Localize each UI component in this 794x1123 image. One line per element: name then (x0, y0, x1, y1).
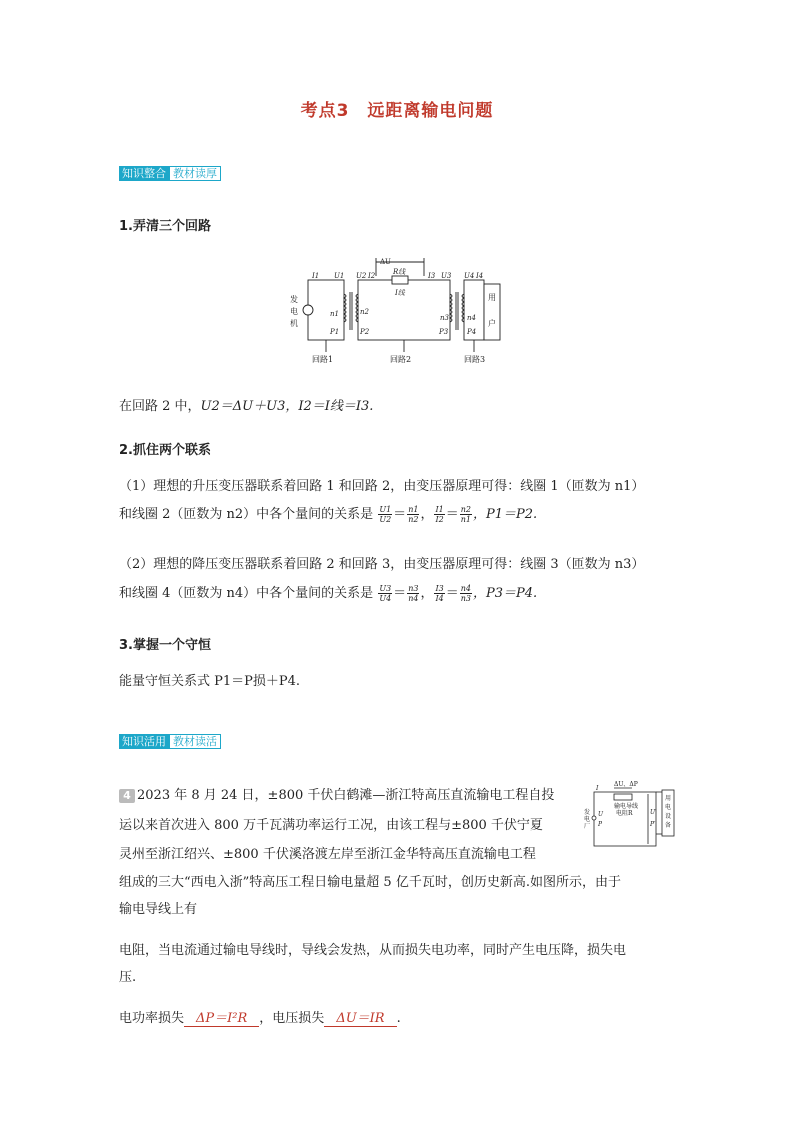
line-current-label: I线 (395, 289, 405, 297)
diag-device-label: 设 (665, 813, 672, 820)
step-down-paragraph-line2: 和线圈 4（匝数为 n4）中各个量间的关系是 $\frac{U3}{U4}$ ＝ $\frac{n3}{n4}$ ， $\frac{I3}{I4}$ ＝ $\frac{n4}{n3}$ ，P3＝P4. (119, 584, 538, 603)
heading-three-loops: 1.弄清三个回路 (119, 219, 211, 234)
label-p1: P1 (330, 328, 340, 336)
text: ，P1＝P2. (472, 507, 538, 522)
question-line2: 运以来首次进入 800 万千瓦满功率运行工况，由该工程与±800 千伏宁夏 (119, 818, 543, 833)
eq-prefix: 在回路 2 中， (119, 399, 201, 414)
fraction-den: I2 (435, 515, 444, 524)
question-line6: 电阻，当电流通过输电导线时，导线会发热，从而损失电功率，同时产生电压降，损失电 (119, 943, 627, 958)
fraction-den: n3 (460, 594, 471, 603)
fraction-den: U4 (379, 594, 392, 603)
diag-gen-label: 发 (584, 809, 591, 816)
label-n3: n3 (440, 314, 449, 322)
label-p2: P2 (360, 328, 370, 336)
diag-device-label: 用 (665, 795, 672, 802)
fraction (378, 505, 392, 524)
section-tag-application (119, 734, 221, 749)
answer-line (119, 1009, 401, 1029)
fraction-den: U2 (379, 515, 392, 524)
fraction (434, 584, 444, 603)
user-label: 用 (488, 293, 496, 302)
question-line4: 组成的三大“西电入浙”特高压工程日输电量超 5 亿千瓦时，创历史新高.如图所示，由于 (119, 875, 621, 890)
fraction-num: I3 (435, 584, 444, 593)
label-n4: n4 (467, 314, 476, 322)
label-i2: I2 (368, 272, 376, 280)
heading-conservation: 3.掌握一个守恒 (119, 638, 211, 653)
resistor-label: R线 (393, 268, 406, 276)
generator-label: 发 (290, 295, 298, 304)
question-number: 4 (119, 789, 135, 803)
loop1-label: 回路1 (312, 355, 334, 364)
step-up-paragraph-line2: 和线圈 2（匝数为 n2）中各个量间的关系是 $\frac{U1}{U2}$ ＝ $\frac{n1}{n2}$ ， $\frac{I1}{I2}$ ＝ $\frac{n2}{n1}$ ，P1＝P2. (119, 505, 538, 524)
tag-label: 知识整合 (119, 166, 169, 181)
label-i4: I4 (476, 272, 484, 280)
loop2-label: 回路2 (390, 355, 412, 364)
label-u2: U2 (356, 272, 367, 280)
text: 和线圈 4（匝数为 n4）中各个量间的关系是 (119, 586, 374, 601)
diag-current-label: I (596, 785, 599, 792)
fraction (460, 584, 472, 603)
label-u4: U4 (464, 272, 475, 280)
heading-two-links: 2.抓住两个联系 (119, 443, 211, 458)
label-n1: n1 (330, 310, 339, 318)
label-i1: I1 (312, 272, 320, 280)
fraction-den: n2 (408, 515, 419, 524)
text: . (396, 1011, 401, 1026)
diag-wire-label: 电阻R (616, 810, 633, 817)
fraction (434, 505, 444, 524)
diag-device-label: 备 (665, 822, 672, 829)
fraction-num: U1 (379, 505, 392, 514)
fraction (407, 505, 419, 524)
transmission-diagram (584, 778, 680, 854)
label-n2: n2 (360, 308, 369, 316)
label-p3: P3 (439, 328, 449, 336)
diag-wire-label: 输电导线 (614, 803, 639, 810)
circuit-diagram (288, 254, 508, 370)
text: ，P3＝P4. (472, 586, 538, 601)
eq-main: U2＝ΔU＋U3，I2＝I线＝I3. (200, 399, 374, 414)
question-line5: 输电导线上有 (119, 902, 198, 917)
text: 电功率损失 (119, 1011, 185, 1026)
fraction-num: I1 (435, 505, 444, 514)
generator-label: 机 (290, 319, 298, 328)
diag-u2-label: U′ (650, 809, 657, 816)
label-p4: P4 (467, 328, 477, 336)
fraction (378, 584, 392, 603)
tag-label: 知识活用 (119, 734, 169, 749)
fraction-num: U3 (379, 584, 392, 593)
fraction-den: I4 (435, 594, 444, 603)
conservation-equation: 能量守恒关系式 P1＝P损＋P4. (119, 674, 301, 689)
user-label: 户 (488, 319, 496, 328)
fraction (460, 505, 472, 524)
fraction-num: n4 (460, 584, 471, 593)
section-tag-knowledge (119, 166, 221, 181)
generator-label: 电 (290, 307, 298, 316)
diag-gen-label: 厂 (584, 823, 591, 830)
fraction-num: n3 (408, 584, 419, 593)
step-up-paragraph-line1: （1）理想的升压变压器联系着回路 1 和回路 2，由变压器原理可得：线圈 1（匝数为 n1） (119, 479, 645, 494)
fraction-den: n1 (460, 515, 471, 524)
diag-p-label: P (598, 821, 603, 828)
step-down-paragraph-line1: （2）理想的降压变压器联系着回路 2 和回路 3，由变压器原理可得：线圈 3（匝数为 n3） (119, 557, 645, 572)
delta-u-label: ΔU (380, 258, 391, 266)
text: ，电压损失 (259, 1011, 325, 1026)
page-title: 考点3 远距离输电问题 (300, 101, 494, 121)
question-line3: 灵州至浙江绍兴、±800 千伏溪洛渡左岸至浙江金华特高压直流输电工程 (119, 847, 536, 862)
diag-p2-label: P′ (650, 821, 656, 828)
answer-voltage-loss: ΔU＝IR (324, 1011, 396, 1027)
diag-gen-label: 电 (584, 816, 591, 823)
loop2-equation (119, 397, 373, 417)
tag-label: 教材读活 (169, 734, 221, 749)
tag-label: 教材读厚 (169, 166, 221, 181)
fraction-num: n2 (460, 505, 471, 514)
fraction-den: n4 (408, 594, 419, 603)
label-i3: I3 (428, 272, 436, 280)
answer-power-loss: ΔP＝I²R (184, 1011, 259, 1027)
fraction-num: n1 (408, 505, 419, 514)
question-line7: 压. (119, 970, 137, 985)
text: 2023 年 8 月 24 日，±800 千伏白鹤滩—浙江特高压直流输电工程自投 (137, 788, 555, 803)
loop3-label: 回路3 (464, 355, 486, 364)
question-line1 (119, 786, 579, 806)
text: 和线圈 2（匝数为 n2）中各个量间的关系是 (119, 507, 374, 522)
diag-device-label: 电 (665, 804, 672, 811)
diag-top-label: ΔU、ΔP (614, 781, 638, 788)
label-u1: U1 (334, 272, 345, 280)
fraction (407, 584, 419, 603)
label-u3: U3 (441, 272, 452, 280)
diag-u-label: U (598, 811, 604, 818)
